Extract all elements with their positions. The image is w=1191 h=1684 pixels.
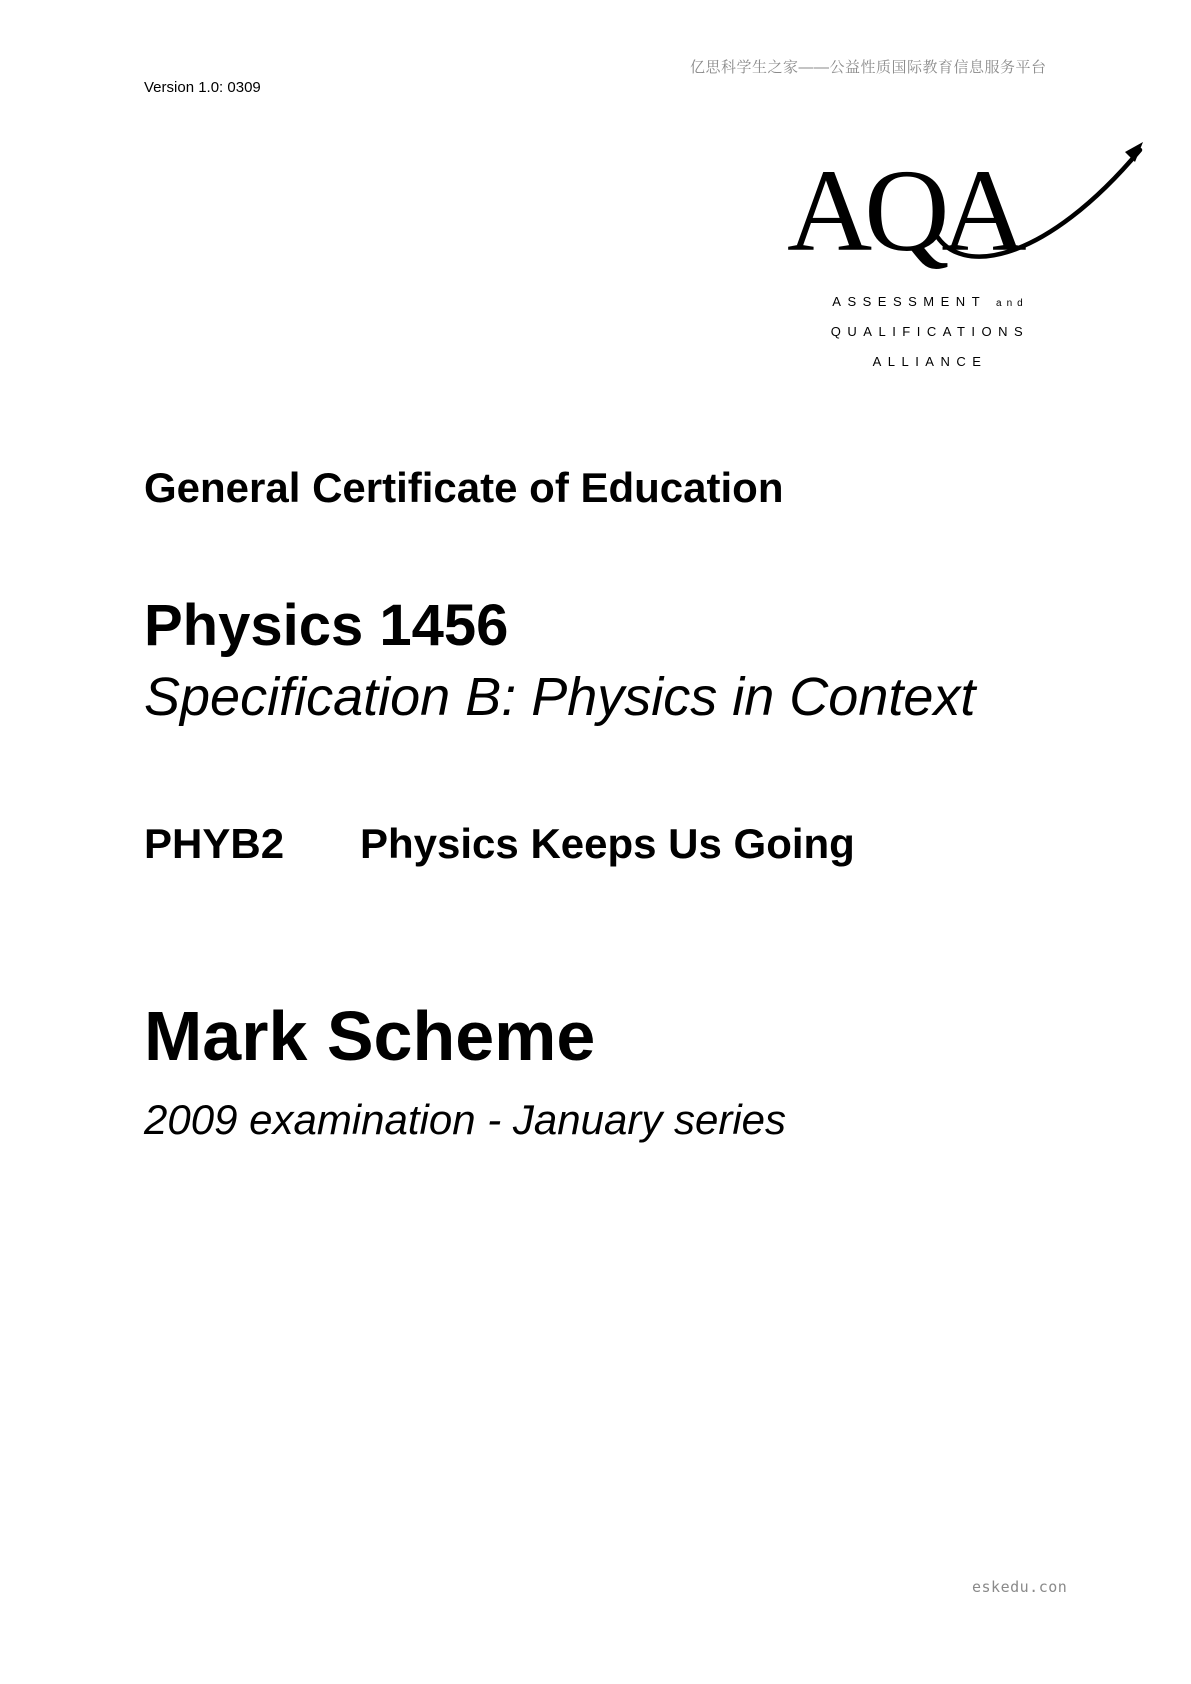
unit-title: Physics Keeps Us Going — [360, 820, 855, 867]
aqa-wordmark: AQA — [787, 145, 1019, 276]
logo-assessment-text: ASSESSMENT — [832, 294, 986, 309]
header-watermark: 亿思科学生之家——公益性质国际教育信息服务平台 — [690, 59, 1047, 76]
logo-and-text: and — [996, 298, 1028, 309]
unit-code: PHYB2 — [144, 820, 285, 867]
exam-series: 2009 examination - January series — [144, 1096, 787, 1143]
footer-watermark: eskedu.con — [972, 1578, 1068, 1596]
specification-subtitle: Specification B: Physics in Context — [144, 667, 976, 727]
logo-line-assessment — [785, 294, 1075, 309]
logo-line-alliance: ALLIANCE — [872, 354, 988, 369]
aqa-logo — [785, 138, 1145, 378]
document-title: Mark Scheme — [144, 997, 596, 1075]
aqa-logo-mark — [785, 138, 1145, 278]
version-label: Version 1.0: 0309 — [144, 79, 261, 96]
logo-line-qualifications: QUALIFICATIONS — [830, 324, 1030, 339]
subject-heading: Physics 1456 — [144, 593, 509, 658]
qualification-heading: General Certificate of Education — [144, 464, 784, 511]
